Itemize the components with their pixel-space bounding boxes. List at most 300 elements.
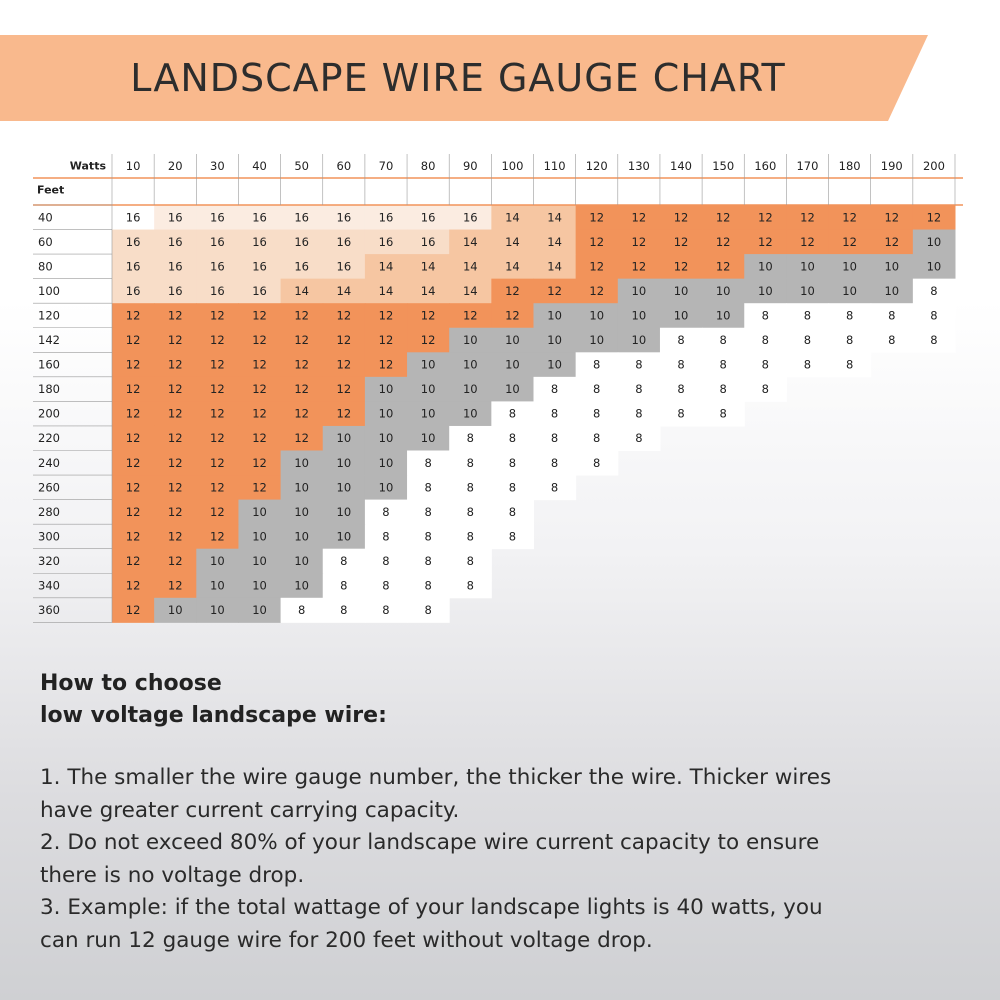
gauge-value: 10 bbox=[926, 234, 942, 249]
gauge-value: 12 bbox=[125, 406, 141, 421]
gauge-value: 10 bbox=[673, 283, 689, 298]
gauge-value: 10 bbox=[547, 308, 562, 323]
gauge-value: 12 bbox=[589, 283, 605, 298]
gauge-value: 8 bbox=[635, 406, 643, 421]
gauge-value: 14 bbox=[462, 283, 478, 298]
gauge-value: 10 bbox=[547, 357, 562, 372]
gauge-value: 12 bbox=[167, 455, 183, 470]
gauge-value: 10 bbox=[378, 431, 394, 446]
gauge-value: 16 bbox=[336, 234, 352, 249]
gauge-value: 14 bbox=[505, 234, 520, 249]
gauge-value: 16 bbox=[210, 259, 225, 274]
gauge-value: 12 bbox=[547, 283, 562, 298]
gauge-value: 10 bbox=[800, 259, 815, 274]
feet-tick-label: 200 bbox=[38, 406, 60, 421]
gauge-value: 12 bbox=[125, 308, 141, 323]
gauge-value: 12 bbox=[378, 308, 394, 323]
gauge-value: 8 bbox=[635, 431, 643, 446]
watts-tick-label: 200 bbox=[922, 159, 945, 173]
gauge-value: 12 bbox=[462, 308, 478, 323]
gauge-value: 10 bbox=[420, 431, 436, 446]
gauge-value: 12 bbox=[631, 259, 647, 274]
watts-tick-label: 160 bbox=[754, 159, 777, 173]
feet-tick-label: 100 bbox=[38, 283, 60, 298]
gauge-value: 14 bbox=[547, 234, 562, 249]
notes-heading bbox=[40, 668, 960, 732]
gauge-value: 8 bbox=[635, 357, 643, 372]
watts-tick-label: 60 bbox=[336, 159, 352, 173]
gauge-value: 16 bbox=[378, 234, 394, 249]
gauge-value: 10 bbox=[758, 283, 773, 298]
gauge-value: 8 bbox=[466, 553, 474, 568]
gauge-value: 10 bbox=[505, 333, 520, 348]
feet-tick-label: 360 bbox=[38, 603, 60, 618]
feet-tick-label: 280 bbox=[38, 504, 60, 519]
feet-tick-label: 240 bbox=[38, 455, 60, 470]
gauge-value: 16 bbox=[210, 283, 225, 298]
gauge-value: 12 bbox=[125, 357, 141, 372]
gauge-value: 12 bbox=[336, 333, 352, 348]
gauge-value: 12 bbox=[125, 578, 141, 593]
gauge-value: 16 bbox=[125, 210, 141, 225]
gauge-value: 10 bbox=[884, 259, 900, 274]
feet-tick-label: 60 bbox=[38, 234, 53, 249]
gauge-value: 14 bbox=[294, 283, 309, 298]
gauge-value: 8 bbox=[719, 357, 727, 372]
gauge-value: 8 bbox=[550, 431, 559, 446]
gauge-value: 12 bbox=[842, 210, 857, 225]
watts-tick-label: 100 bbox=[501, 159, 524, 173]
gauge-value: 12 bbox=[715, 234, 731, 249]
watts-tick-label: 140 bbox=[670, 159, 693, 173]
watts-header-label: Watts bbox=[69, 159, 106, 173]
gauge-value: 10 bbox=[715, 283, 731, 298]
gauge-value: 12 bbox=[715, 210, 731, 225]
gauge-value: 8 bbox=[930, 308, 938, 323]
gauge-value: 8 bbox=[761, 357, 769, 372]
gauge-value: 10 bbox=[673, 308, 689, 323]
gauge-value: 14 bbox=[378, 259, 394, 274]
gauge-value: 12 bbox=[420, 333, 436, 348]
gauge-value: 16 bbox=[125, 283, 141, 298]
feet-tick-label: 180 bbox=[38, 382, 60, 397]
gauge-value: 14 bbox=[462, 234, 478, 249]
gauge-value: 8 bbox=[340, 578, 348, 593]
note-3-line2: can run 12 gauge wire for 200 feet without voltage drop. bbox=[40, 927, 653, 953]
gauge-value: 10 bbox=[252, 553, 267, 568]
note-1-line2: have greater current carrying capacity. bbox=[40, 797, 460, 823]
gauge-value: 12 bbox=[378, 357, 394, 372]
gauge-value: 10 bbox=[252, 529, 267, 544]
gauge-value: 12 bbox=[758, 210, 773, 225]
gauge-value: 12 bbox=[210, 357, 225, 372]
gauge-value: 8 bbox=[382, 529, 390, 544]
gauge-value: 12 bbox=[167, 553, 183, 568]
gauge-value: 12 bbox=[420, 308, 436, 323]
gauge-value: 10 bbox=[378, 480, 394, 495]
gauge-value: 12 bbox=[210, 480, 225, 495]
gauge-value: 8 bbox=[424, 578, 432, 593]
gauge-value: 12 bbox=[294, 357, 309, 372]
gauge-value: 12 bbox=[294, 382, 309, 397]
gauge-value: 12 bbox=[210, 406, 225, 421]
gauge-value: 8 bbox=[550, 406, 559, 421]
gauge-value: 12 bbox=[673, 234, 689, 249]
gauge-value: 10 bbox=[462, 406, 478, 421]
gauge-value: 10 bbox=[926, 259, 942, 274]
watts-tick-label: 80 bbox=[420, 159, 436, 173]
watts-tick-label: 170 bbox=[796, 159, 819, 173]
gauge-value: 14 bbox=[462, 259, 478, 274]
gauge-value: 12 bbox=[252, 406, 267, 421]
gauge-value: 12 bbox=[252, 333, 267, 348]
gauge-value: 12 bbox=[210, 529, 225, 544]
gauge-value: 12 bbox=[842, 234, 857, 249]
gauge-value: 8 bbox=[424, 553, 432, 568]
gauge-value: 12 bbox=[125, 333, 141, 348]
gauge-value: 10 bbox=[294, 455, 309, 470]
gauge-value: 8 bbox=[719, 333, 727, 348]
gauge-value: 8 bbox=[508, 480, 517, 495]
feet-tick-label: 40 bbox=[38, 210, 53, 225]
gauge-value: 10 bbox=[294, 578, 309, 593]
gauge-value: 10 bbox=[420, 357, 436, 372]
gauge-value: 12 bbox=[167, 431, 183, 446]
gauge-value: 8 bbox=[761, 382, 769, 397]
feet-tick-label: 320 bbox=[38, 553, 60, 568]
gauge-value: 8 bbox=[761, 308, 769, 323]
watts-tick-label: 190 bbox=[880, 159, 903, 173]
gauge-value: 16 bbox=[294, 234, 309, 249]
gauge-value: 16 bbox=[294, 210, 309, 225]
gauge-value: 12 bbox=[294, 406, 309, 421]
gauge-value: 12 bbox=[336, 357, 352, 372]
gauge-value: 12 bbox=[505, 283, 520, 298]
gauge-value: 8 bbox=[382, 504, 390, 519]
gauge-value: 8 bbox=[635, 382, 643, 397]
gauge-value: 12 bbox=[715, 259, 731, 274]
gauge-value: 12 bbox=[589, 210, 605, 225]
gauge-value: 16 bbox=[167, 283, 183, 298]
gauge-value: 8 bbox=[888, 333, 896, 348]
gauge-value: 12 bbox=[167, 480, 183, 495]
watts-tick-label: 110 bbox=[543, 159, 566, 173]
gauge-value: 12 bbox=[167, 406, 183, 421]
gauge-value: 12 bbox=[800, 234, 815, 249]
gauge-value: 8 bbox=[382, 578, 390, 593]
gauge-value: 8 bbox=[761, 333, 769, 348]
gauge-value: 10 bbox=[294, 480, 309, 495]
gauge-value: 10 bbox=[631, 333, 647, 348]
gauge-value: 12 bbox=[125, 455, 141, 470]
gauge-value: 8 bbox=[466, 480, 474, 495]
gauge-value: 10 bbox=[420, 406, 436, 421]
gauge-value: 8 bbox=[508, 455, 517, 470]
gauge-value: 8 bbox=[845, 357, 854, 372]
gauge-value: 10 bbox=[842, 259, 857, 274]
gauge-value: 16 bbox=[462, 210, 478, 225]
feet-tick-label: 220 bbox=[38, 431, 60, 446]
gauge-value: 12 bbox=[294, 431, 309, 446]
gauge-value: 8 bbox=[593, 357, 601, 372]
gauge-value: 12 bbox=[336, 308, 352, 323]
feet-tick-label: 340 bbox=[38, 578, 60, 593]
gauge-value: 12 bbox=[210, 504, 225, 519]
gauge-value: 16 bbox=[210, 234, 225, 249]
gauge-value: 12 bbox=[167, 529, 183, 544]
gauge-value: 10 bbox=[294, 553, 309, 568]
gauge-value: 14 bbox=[420, 283, 436, 298]
gauge-value: 8 bbox=[593, 406, 601, 421]
gauge-value: 8 bbox=[930, 333, 938, 348]
gauge-value: 8 bbox=[424, 480, 432, 495]
gauge-value: 12 bbox=[884, 210, 900, 225]
watts-tick-label: 90 bbox=[462, 159, 478, 173]
gauge-value: 10 bbox=[336, 504, 352, 519]
watts-tick-label: 120 bbox=[585, 159, 608, 173]
gauge-value: 12 bbox=[673, 210, 689, 225]
gauge-value: 12 bbox=[252, 480, 267, 495]
gauge-value: 16 bbox=[252, 234, 267, 249]
gauge-value: 10 bbox=[547, 333, 562, 348]
gauge-value: 8 bbox=[677, 406, 685, 421]
gauge-value: 12 bbox=[167, 308, 183, 323]
gauge-value: 10 bbox=[589, 308, 605, 323]
gauge-value: 8 bbox=[340, 603, 348, 618]
note-2-line2: there is no voltage drop. bbox=[40, 862, 305, 888]
gauge-value: 14 bbox=[547, 259, 562, 274]
gauge-value: 10 bbox=[758, 259, 773, 274]
gauge-value: 12 bbox=[210, 382, 225, 397]
gauge-value: 10 bbox=[336, 529, 352, 544]
gauge-value: 8 bbox=[550, 382, 559, 397]
gauge-value: 10 bbox=[252, 578, 267, 593]
watts-tick-label: 40 bbox=[252, 159, 267, 173]
gauge-value: 8 bbox=[466, 578, 474, 593]
gauge-value: 12 bbox=[589, 259, 605, 274]
gauge-value: 12 bbox=[252, 357, 267, 372]
gauge-value: 8 bbox=[508, 529, 517, 544]
gauge-value: 14 bbox=[505, 210, 520, 225]
gauge-value: 12 bbox=[926, 210, 942, 225]
gauge-value: 8 bbox=[803, 308, 812, 323]
gauge-value: 8 bbox=[593, 455, 601, 470]
note-1-line1: 1. The smaller the wire gauge number, the thicker the wire. Thicker wires bbox=[40, 765, 832, 790]
feet-tick-label: 160 bbox=[38, 357, 60, 372]
gauge-value: 8 bbox=[593, 382, 601, 397]
gauge-value: 10 bbox=[167, 603, 183, 618]
gauge-value: 12 bbox=[125, 431, 141, 446]
gauge-value: 12 bbox=[252, 308, 267, 323]
gauge-value: 10 bbox=[842, 283, 857, 298]
gauge-value: 12 bbox=[125, 504, 141, 519]
gauge-value: 12 bbox=[167, 357, 183, 372]
gauge-value: 8 bbox=[677, 357, 685, 372]
gauge-value: 10 bbox=[462, 357, 478, 372]
watts-tick-label: 20 bbox=[167, 159, 183, 173]
gauge-value: 8 bbox=[508, 431, 517, 446]
gauge-value: 16 bbox=[336, 259, 352, 274]
feet-tick-label: 300 bbox=[38, 529, 60, 544]
gauge-value: 8 bbox=[550, 480, 559, 495]
gauge-value: 8 bbox=[719, 406, 727, 421]
gauge-value: 10 bbox=[210, 603, 225, 618]
watts-tick-label: 10 bbox=[125, 159, 141, 173]
gauge-value: 8 bbox=[466, 455, 474, 470]
feet-tick-label: 120 bbox=[38, 308, 60, 323]
gauge-value: 12 bbox=[167, 382, 183, 397]
gauge-value: 8 bbox=[845, 308, 854, 323]
gauge-value: 10 bbox=[336, 455, 352, 470]
gauge-value: 12 bbox=[210, 431, 225, 446]
gauge-value: 10 bbox=[800, 283, 815, 298]
gauge-value: 8 bbox=[677, 333, 685, 348]
gauge-value: 8 bbox=[382, 603, 390, 618]
gauge-value: 10 bbox=[505, 357, 520, 372]
feet-tick-label: 260 bbox=[38, 480, 60, 495]
gauge-value: 8 bbox=[382, 553, 390, 568]
gauge-value: 12 bbox=[210, 333, 225, 348]
note-3-line1: 3. Example: if the total wattage of your landscape lights is 40 watts, you bbox=[40, 895, 823, 920]
gauge-value: 10 bbox=[631, 283, 647, 298]
gauge-value: 10 bbox=[336, 431, 352, 446]
gauge-value: 16 bbox=[294, 259, 309, 274]
gauge-value: 8 bbox=[888, 308, 896, 323]
gauge-value: 12 bbox=[125, 382, 141, 397]
gauge-value: 10 bbox=[210, 553, 225, 568]
gauge-value: 12 bbox=[758, 234, 773, 249]
gauge-value: 12 bbox=[252, 431, 267, 446]
gauge-value: 8 bbox=[424, 529, 432, 544]
gauge-value: 16 bbox=[125, 259, 141, 274]
gauge-value: 10 bbox=[884, 283, 900, 298]
gauge-value: 16 bbox=[167, 259, 183, 274]
gauge-value: 12 bbox=[167, 333, 183, 348]
gauge-value: 10 bbox=[631, 308, 647, 323]
gauge-value: 16 bbox=[167, 210, 183, 225]
gauge-value: 12 bbox=[125, 603, 141, 618]
gauge-value: 8 bbox=[466, 504, 474, 519]
gauge-value: 8 bbox=[508, 406, 517, 421]
gauge-value: 10 bbox=[378, 455, 394, 470]
watts-tick-label: 70 bbox=[378, 159, 394, 173]
gauge-value: 10 bbox=[336, 480, 352, 495]
gauge-value: 8 bbox=[803, 333, 812, 348]
watts-tick-label: 130 bbox=[627, 159, 650, 173]
gauge-value: 10 bbox=[462, 333, 478, 348]
gauge-value: 12 bbox=[294, 308, 309, 323]
gauge-value: 16 bbox=[252, 259, 267, 274]
watts-tick-label: 50 bbox=[294, 159, 309, 173]
gauge-value: 12 bbox=[294, 333, 309, 348]
gauge-value: 12 bbox=[800, 210, 815, 225]
gauge-value: 8 bbox=[550, 455, 559, 470]
gauge-value: 12 bbox=[210, 308, 225, 323]
watts-tick-label: 30 bbox=[210, 159, 225, 173]
gauge-value: 14 bbox=[378, 283, 394, 298]
gauge-value: 16 bbox=[378, 210, 394, 225]
gauge-value: 8 bbox=[803, 357, 812, 372]
gauge-value: 8 bbox=[508, 504, 517, 519]
gauge-value: 10 bbox=[378, 382, 394, 397]
gauge-value: 12 bbox=[631, 210, 647, 225]
gauge-value: 10 bbox=[210, 578, 225, 593]
gauge-value: 14 bbox=[336, 283, 352, 298]
gauge-value: 12 bbox=[252, 455, 267, 470]
gauge-value: 10 bbox=[252, 603, 267, 618]
gauge-value: 12 bbox=[210, 455, 225, 470]
gauge-value: 16 bbox=[420, 234, 436, 249]
gauge-value: 8 bbox=[593, 431, 601, 446]
gauge-value: 12 bbox=[167, 578, 183, 593]
gauge-value: 12 bbox=[378, 333, 394, 348]
notes-heading-line1: How to choose bbox=[40, 671, 222, 696]
gauge-value: 12 bbox=[125, 480, 141, 495]
gauge-value: 16 bbox=[252, 210, 267, 225]
feet-tick-label: 142 bbox=[38, 333, 60, 348]
gauge-value: 10 bbox=[505, 382, 520, 397]
gauge-value: 8 bbox=[340, 553, 348, 568]
gauge-value: 8 bbox=[677, 382, 685, 397]
gauge-value: 12 bbox=[336, 382, 352, 397]
gauge-value: 10 bbox=[294, 529, 309, 544]
gauge-value: 8 bbox=[424, 455, 432, 470]
gauge-value: 10 bbox=[420, 382, 436, 397]
notes-section bbox=[40, 668, 960, 957]
gauge-value: 12 bbox=[336, 406, 352, 421]
gauge-value: 12 bbox=[673, 259, 689, 274]
gauge-value: 8 bbox=[845, 333, 854, 348]
gauge-value: 10 bbox=[294, 504, 309, 519]
chart-title: LANDSCAPE WIRE GAUGE CHART bbox=[130, 56, 786, 100]
watts-tick-label: 180 bbox=[838, 159, 861, 173]
gauge-value: 12 bbox=[884, 234, 900, 249]
gauge-value: 12 bbox=[252, 382, 267, 397]
watts-tick-label: 150 bbox=[712, 159, 735, 173]
gauge-value: 8 bbox=[930, 283, 938, 298]
notes-list bbox=[40, 762, 960, 957]
note-2-line1: 2. Do not exceed 80% of your landscape wire current capacity to ensure bbox=[40, 830, 820, 855]
gauge-value: 10 bbox=[715, 308, 731, 323]
gauge-value: 8 bbox=[298, 603, 306, 618]
gauge-value: 10 bbox=[462, 382, 478, 397]
gauge-value: 16 bbox=[336, 210, 352, 225]
gauge-value: 12 bbox=[505, 308, 520, 323]
gauge-value: 10 bbox=[589, 333, 605, 348]
gauge-value: 14 bbox=[420, 259, 436, 274]
gauge-value: 12 bbox=[589, 234, 605, 249]
gauge-value: 10 bbox=[252, 504, 267, 519]
gauge-value: 14 bbox=[505, 259, 520, 274]
gauge-value: 16 bbox=[210, 210, 225, 225]
gauge-value: 8 bbox=[466, 431, 474, 446]
feet-header-label: Feet bbox=[37, 183, 65, 197]
gauge-value: 16 bbox=[252, 283, 267, 298]
gauge-value: 14 bbox=[547, 210, 562, 225]
gauge-value: 16 bbox=[167, 234, 183, 249]
gauge-value: 8 bbox=[719, 382, 727, 397]
gauge-value: 8 bbox=[424, 603, 432, 618]
gauge-value: 12 bbox=[167, 504, 183, 519]
gauge-value: 12 bbox=[125, 529, 141, 544]
gauge-value: 12 bbox=[631, 234, 647, 249]
gauge-value: 16 bbox=[125, 234, 141, 249]
gauge-value: 8 bbox=[424, 504, 432, 519]
gauge-value: 16 bbox=[420, 210, 436, 225]
feet-tick-label: 80 bbox=[38, 259, 53, 274]
gauge-value: 12 bbox=[125, 553, 141, 568]
gauge-value: 8 bbox=[466, 529, 474, 544]
